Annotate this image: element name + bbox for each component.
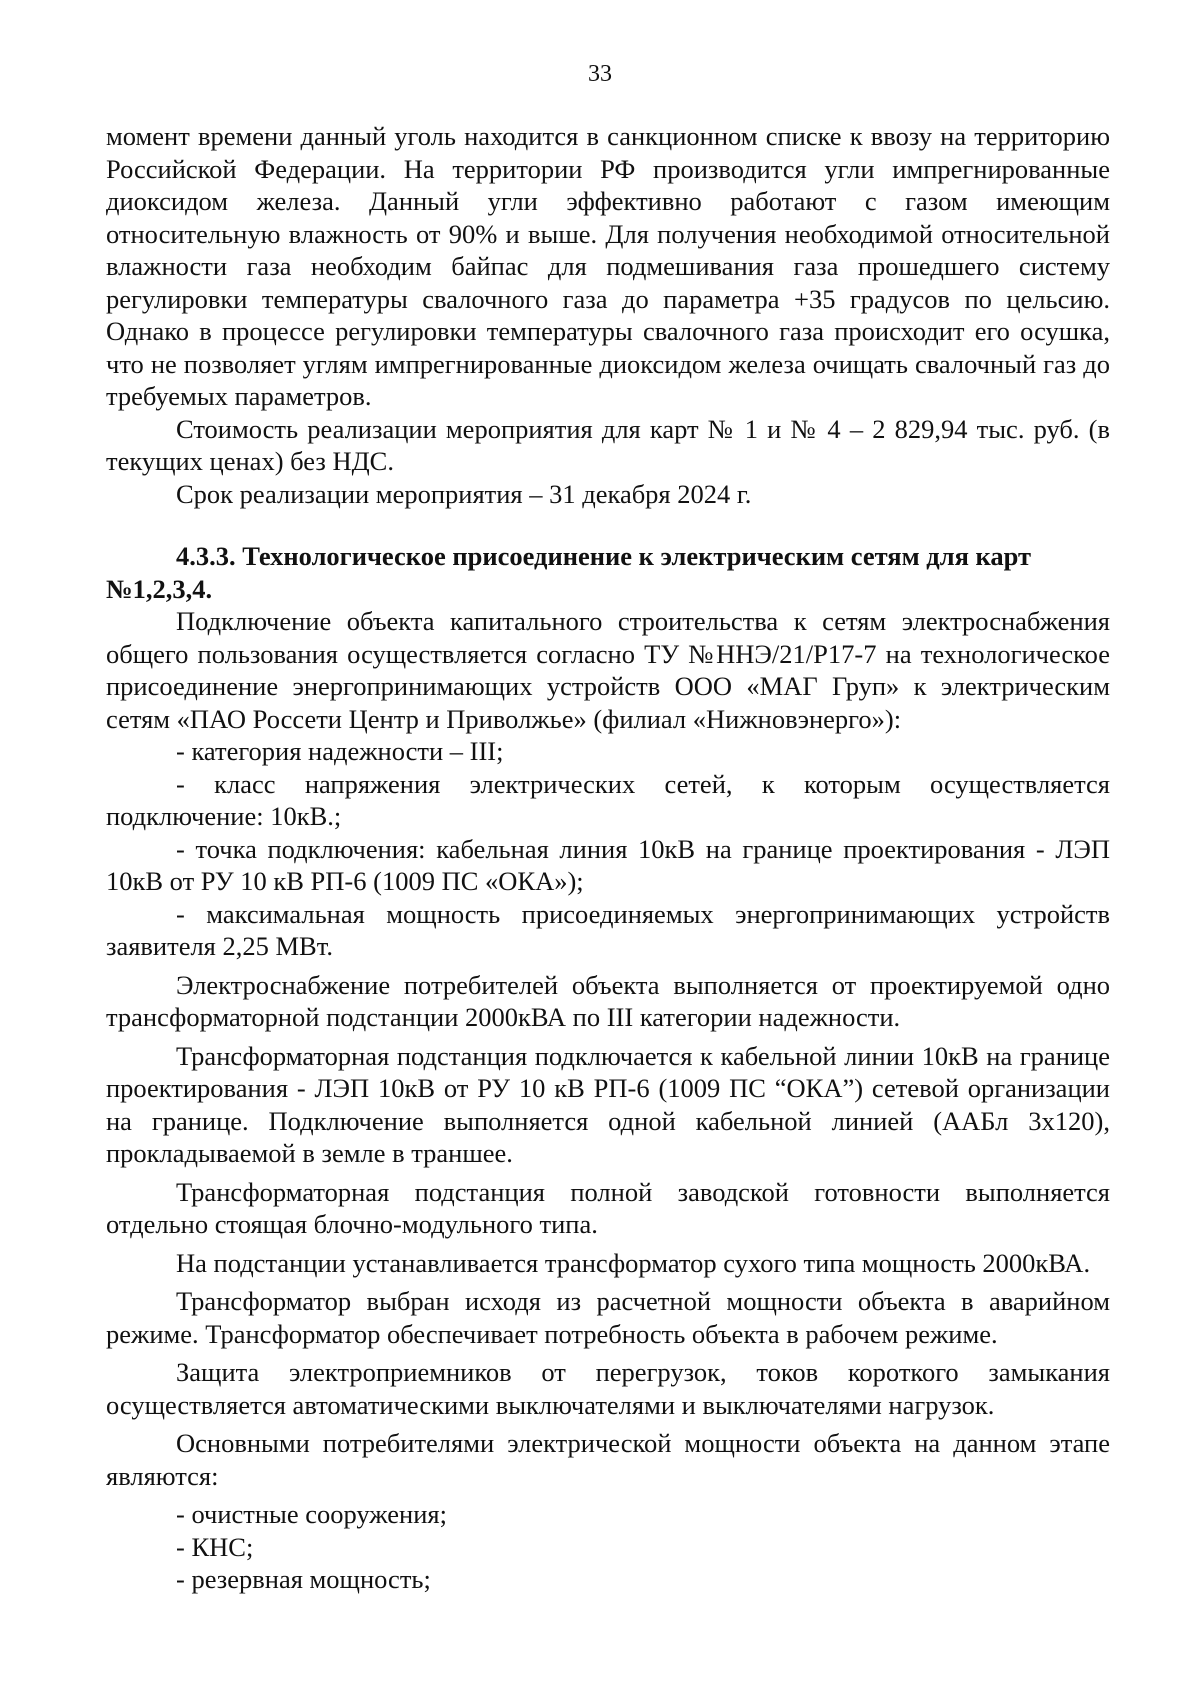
condition-item: - точка подключения: кабельная линия 10кВ на границе проектирования - ЛЭП 10кВ от РУ 10 кВ РП-6 (1009 ПС «ОКА»); xyxy=(106,833,1110,896)
page-number: 33 xyxy=(588,61,612,87)
paragraph-transformer-choice: Трансформатор выбран исходя из расчетной мощности объекта в аварийном режиме. Трансформатор обеспечивает потребность объекта в рабочем режиме. xyxy=(106,1286,1110,1349)
condition-item: - максимальная мощность присоединяемых энергопринимающих устройств заявителя 2,25 МВт. xyxy=(106,898,1110,961)
consumer-item: - очистные сооружения; xyxy=(176,1499,447,1529)
paragraph-substation-connection: Трансформаторная подстанция подключается к кабельной линии 10кВ на границе проектирования - ЛЭП 10кВ от РУ 10 кВ РП-6 (1009 ПС “ОКА”) сетевой организации на границе. Подключение выполняется одной кабельной линией (ААБл 3х120), прокладываемой в земле в траншее. xyxy=(106,1040,1110,1168)
paragraph-continuation: момент времени данный уголь находится в санкционном списке к ввозу на территорию Российской Федерации. На территории РФ производится угли импрегнированные диоксидом железа. Данный угли эффективно работают с газом имеющим относительную влажность от 90% и выше. Для получения необходимой относительной влажности газа необходим байпас для подмешивания газа прошедшего систему регулировки температуры свалочного газа до параметра +35 градусов по цельсию. Однако в процессе регулировки температуры свалочного газа происходит его осушка, что не позволяет углям импрегнированные диоксидом железа очищать свалочный газ до требуемых параметров. xyxy=(106,121,1110,411)
paragraph-deadline: Срок реализации мероприятия – 31 декабря 2024 г. xyxy=(176,478,752,509)
condition-item: - категория надежности – III; xyxy=(176,736,504,766)
paragraph-protection: Защита электроприемников от перегрузок, токов короткого замыкания осуществляется автоматическими выключателями и выключателями нагрузок. xyxy=(106,1357,1110,1420)
paragraph-cost: Стоимость реализации мероприятия для карт № 1 и № 4 – 2 829,94 тыс. руб. (в текущих ценах) без НДС. xyxy=(106,413,1110,476)
section-heading: 4.3.3. Технологическое присоединение к электрическим сетям для карт №1,2,3,4. xyxy=(106,541,1032,604)
paragraph-power-supply: Электроснабжение потребителей объекта выполняется от проектируемой одно трансформаторной подстанции 2000кВА по III категории надежности. xyxy=(106,969,1110,1032)
consumer-item: - КНС; xyxy=(176,1531,254,1562)
paragraph-consumers-intro: Основными потребителями электрической мощности объекта на данном этапе являются: xyxy=(106,1428,1110,1491)
consumer-item: - резервная мощность; xyxy=(176,1564,431,1594)
paragraph-transformer: На подстанции устанавливается трансформатор сухого типа мощность 2000кВА. xyxy=(176,1247,1091,1278)
condition-item: - класс напряжения электрических сетей, к которым осуществляется подключение: 10кВ.; xyxy=(106,768,1110,831)
page-content xyxy=(106,120,1110,1596)
paragraph-substation-type: Трансформаторная подстанция полной заводской готовности выполняется отдельно стоящая блочно-модульного типа. xyxy=(106,1176,1110,1239)
paragraph-connection-intro: Подключение объекта капитального строительства к сетям электроснабжения общего пользования осуществляется согласно ТУ №ННЭ/21/Р17-7 на технологическое присоединение энергопринимающих устройств ООО «МАГ Груп» к электрическим сетям «ПАО Россети Центр и Приволжье» (филиал «Нижновэнерго»): xyxy=(106,606,1110,734)
